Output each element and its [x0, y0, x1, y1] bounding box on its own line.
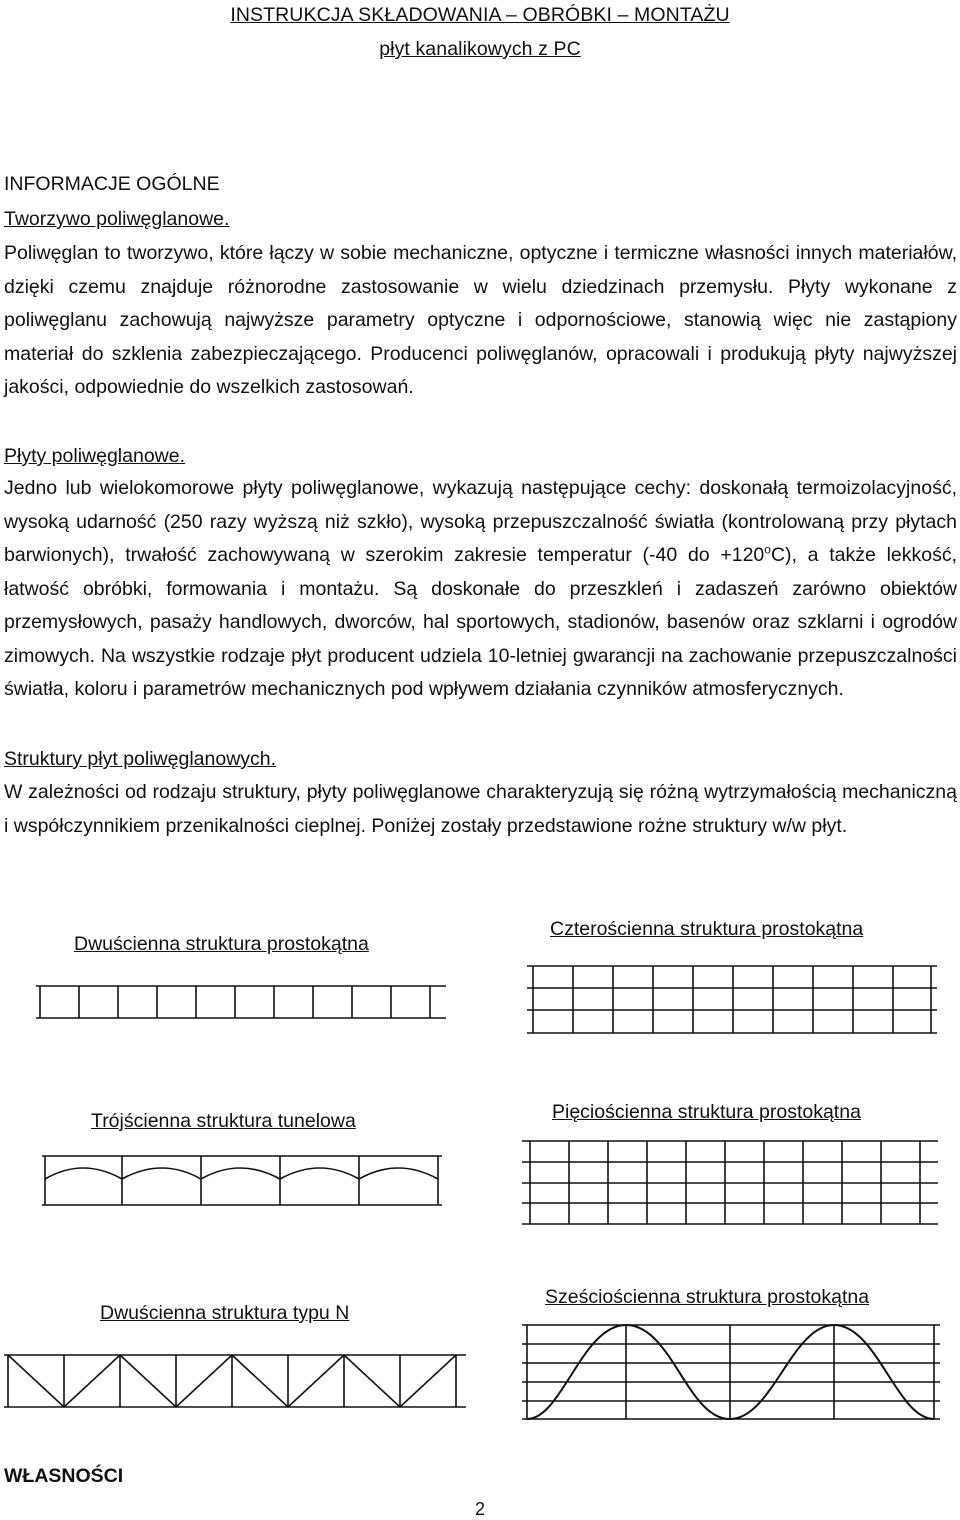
section-heading-general: INFORMACJE OGÓLNE — [4, 173, 220, 195]
diagram-five-wall-rectangular — [522, 1138, 938, 1228]
diagram-twin-wall-rectangular — [36, 983, 446, 1023]
structure-label-four-wall-rectangular: Czterościenna struktura prostokątna — [550, 918, 864, 940]
material-paragraph: Poliwęglan to tworzywo, które łączy w sobie mechaniczne, optyczne i termiczne własności innych materiałów, dzięki czemu znajduje różnorodne zastosowanie w wielu dziedzinach przemysłu. Płyty wykonane z poliwęglanu zachowują najwyższe parametry optyczne i odpornościowe, stanowią więc nie zastąpiony materiał do szklenia zabezpieczającego. Producenci poliwęglanów, opracowali i produkują płyty najwyższej jakości, odpowiednie do wszelkich zastosowań. — [4, 242, 957, 398]
diagram-triple-wall-tunnel — [42, 1153, 442, 1209]
structure-label-five-wall-rectangular: Pięciościenna struktura prostokątna — [552, 1101, 861, 1123]
document-subtitle: płyt kanalikowych z PC — [379, 38, 581, 60]
degree-superscript: o — [764, 542, 771, 557]
structure-label-twin-wall-n-type: Dwuścienna struktura typu N — [100, 1302, 350, 1324]
plates-lead: Płyty poliwęglanowe. — [4, 445, 186, 467]
plates-paragraph: Jedno lub wielokomorowe płyty poliwęglanowe, wykazują następujące cechy: doskonałą termoizolacyjność, wysoką udarność (250 razy wyższą niż szkło), wysoką przepuszczalność światła (kontrolowaną przy płytach barwionych), trwałość zachowywaną w szerokim zakresie temperatur (-40 do $+120^oC$), a także lekkość, łatwość obróbki, formowania i montażu. Są doskonałe do przeszkleń i zadaszeń zarówno obiektów przemysłowych, pasaży handlowych, dworców, hal sportowych, stadionów, basenów oraz szklarni i ogrodów zimowych. Na wszystkie rodzaje płyt producent udziela 10-letniej gwarancji na zachowanie przepuszczalności światła, koloru i parametrów mechanicznych pod wpływem działania czynników atmosferycznych. — [4, 477, 958, 700]
structure-label-twin-wall-rectangular: Dwuścienna struktura prostokątna — [74, 933, 369, 955]
diagram-twin-wall-n-type — [4, 1352, 466, 1412]
structures-paragraph: W zależności od rodzaju struktury, płyty poliwęglanowe charakteryzują się różną wytrzymałością mechaniczną i współczynnikiem przenikalności cieplnej. Poniżej zostały przedstawione rożne struktury w/w płyt. — [4, 781, 957, 837]
page-number: 2 — [474, 1499, 485, 1519]
structures-lead: Struktury płyt poliwęglanowych. — [4, 748, 277, 770]
diagram-four-wall-rectangular — [527, 963, 937, 1038]
material-lead: Tworzywo poliwęglanowe. — [4, 208, 230, 230]
ribs — [40, 986, 430, 1018]
diagram-six-wall-rectangular — [522, 1322, 940, 1422]
structure-label-triple-wall-tunnel: Trójścienna struktura tunelowa — [91, 1110, 356, 1132]
structure-label-six-wall-rectangular: Sześciościenna struktura prostokątna — [545, 1286, 870, 1308]
document-title: INSTRUKCJA SKŁADOWANIA – OBRÓBKI – MONTAŻU — [230, 4, 730, 26]
section-heading-properties: WŁASNOŚCI — [4, 1465, 124, 1487]
